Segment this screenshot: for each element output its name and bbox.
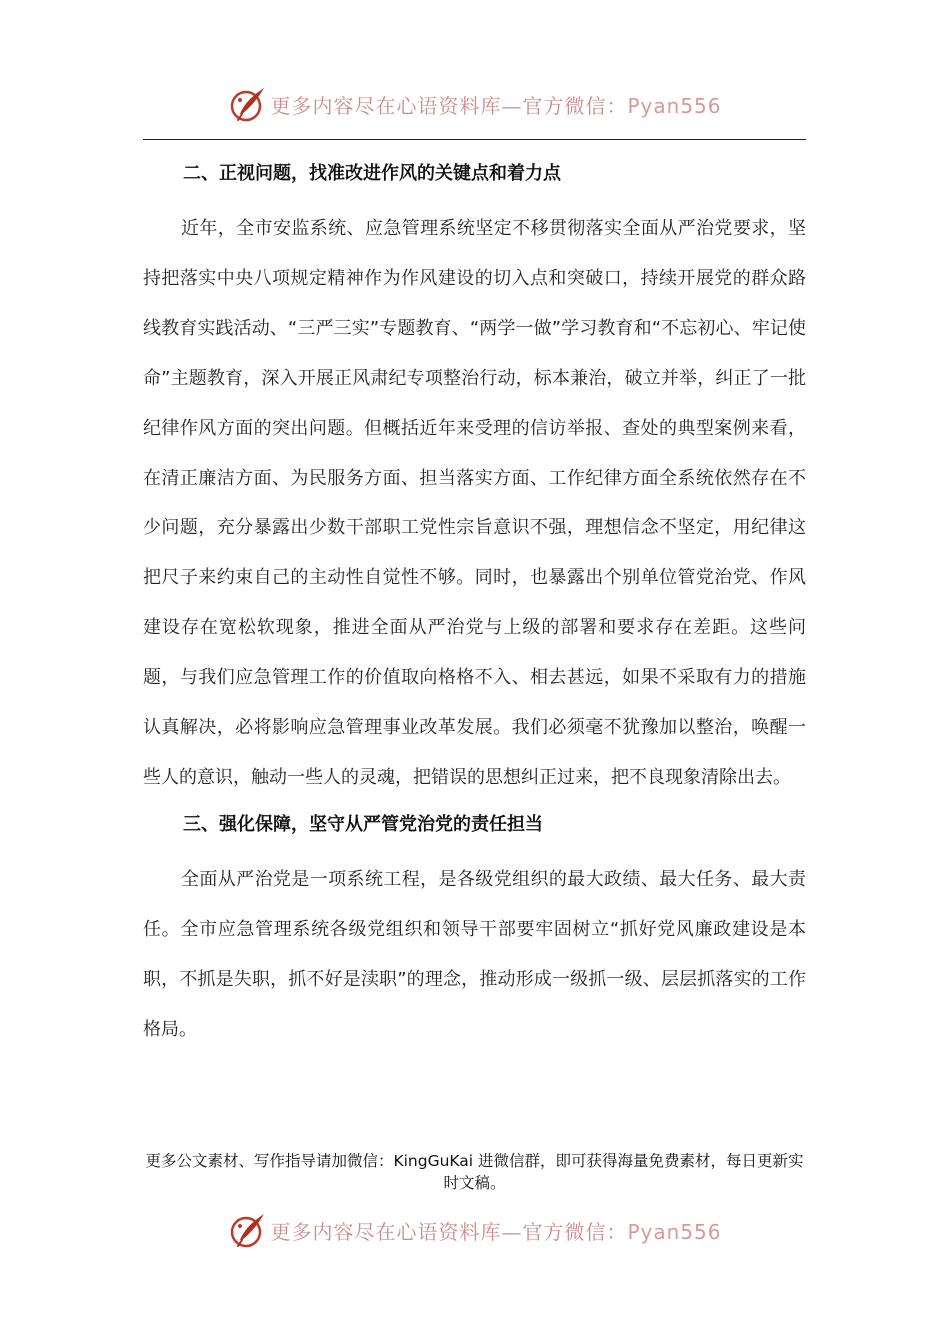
quill-circle-logo-icon (228, 84, 268, 124)
document-body (143, 154, 806, 1055)
header-banner-text (270, 90, 721, 119)
quill-circle-logo-icon (228, 1210, 268, 1250)
footer-banner-text (270, 1216, 721, 1245)
header-banner (0, 80, 950, 128)
wechat-id: Pyan556 (627, 93, 722, 118)
brand-text: 更多内容尽在心语资料库—官方微信： (270, 1219, 628, 1244)
header-divider (143, 139, 806, 140)
section-heading-2: 二、正视问题，找准改进作风的关键点和着力点 (183, 163, 561, 184)
footer-note: 更多公文素材、写作指导请加微信：KingGuKai 进微信群，即可获得海量免费素材，每日更新实时文稿。 (145, 1152, 804, 1192)
brand-text: 更多内容尽在心语资料库—官方微信： (270, 93, 628, 118)
section-paragraph-3: 全面从严治党是一项系统工程，是各级党组织的最大政绩、最大任务、最大责任。全市应急管理系统各级党组织和领导干部要牢固树立“抓好党风廉政建设是本职，不抓是失职，抓不好是渎职”的理念，推动形成一级抓一级、层层抓落实的工作格局。 (143, 868, 806, 1040)
footer-banner (0, 1206, 950, 1254)
section-heading-3: 三、强化保障，坚守从严管党治党的责任担当 (183, 813, 543, 835)
section-paragraph-2: 近年，全市安监系统、应急管理系统坚定不移贯彻落实全面从严治党要求，坚持把落实中央八项规定精神作为作风建设的切入点和突破口，持续开展党的群众路线教育实践活动、“三严三实”专题教育、“两学一做”学习教育和“不忘初心、牢记使命”主题教育，深入开展正风肃纪专项整治行动，标本兼治，破立并举，纠正了一批纪律作风方面的突出问题。但概括近年来受理的信访举报、查处的典型案例来看，在清正廉洁方面、为民服务方面、担当落实方面、工作纪律方面全系统依然存在不少问题，充分暴露出少数干部职工党性宗旨意识不强，理想信念不坚定，用纪律这把尺子来约束自己的主动性自觉性不够。同时，也暴露出个别单位管党治党、作风建设存在宽松软现象，推进全面从严治党与上级的部署和要求存在差距。这些问题，与我们应急管理工作的价值取向格格不入、相去甚远，如果不采取有力的措施认真解决，必将影响应急管理事业改革发展。我们必须毫不犹豫加以整治，唤醒一些人的意识，触动一些人的灵魂，把错误的思想纠正过来，把不良现象清除出去。 (143, 218, 806, 788)
wechat-id: Pyan556 (627, 1219, 722, 1244)
